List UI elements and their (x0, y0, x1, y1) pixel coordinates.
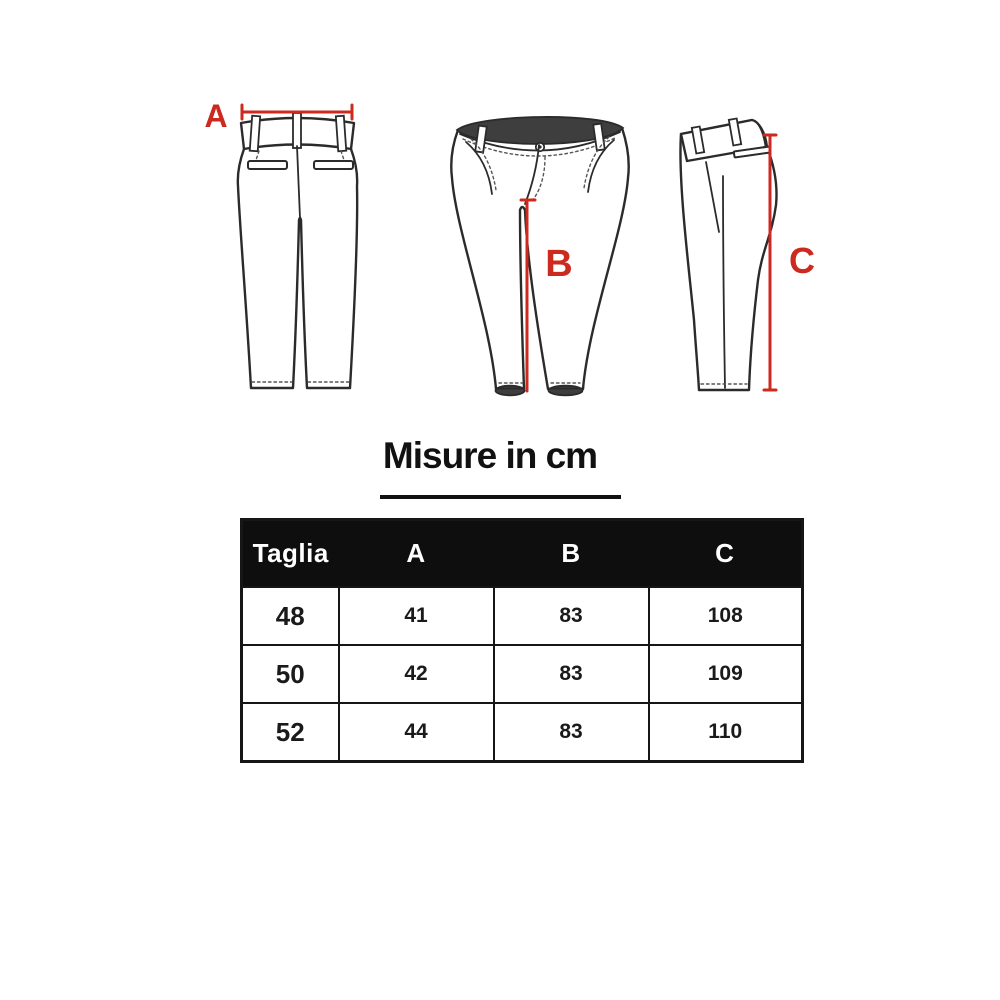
pants-measure-diagram (0, 0, 1000, 460)
header-a: A (339, 520, 494, 588)
measure-label-b: B (545, 243, 573, 285)
pants-front-view-drawing (451, 117, 629, 395)
back-pocket (314, 161, 353, 169)
cell-size: 52 (242, 703, 339, 762)
hem-opening (496, 386, 525, 396)
cell-size: 48 (242, 587, 339, 645)
cell-measure-c: 110 (649, 703, 803, 762)
belt-loop (250, 116, 260, 151)
cell-measure-a: 42 (339, 645, 494, 703)
cell-measure-b: 83 (494, 645, 649, 703)
pants-outline (238, 149, 357, 388)
pants-back-view-drawing (238, 113, 357, 388)
title-underline (380, 495, 621, 499)
cell-measure-a: 41 (339, 587, 494, 645)
size-table (240, 518, 801, 763)
pants-outline (451, 128, 629, 389)
cell-measure-b: 83 (494, 703, 649, 762)
cell-measure-b: 83 (494, 587, 649, 645)
header-b: B (494, 520, 649, 588)
table-header-row (242, 520, 803, 588)
belt-loop (336, 116, 346, 151)
table-row (242, 587, 803, 645)
measure-label-a: A (204, 98, 228, 134)
table-row (242, 703, 803, 762)
belt-loop (293, 113, 301, 148)
cell-measure-c: 109 (649, 645, 803, 703)
cell-measure-c: 108 (649, 587, 803, 645)
header-taglia: Taglia (242, 520, 339, 588)
measure-label-c: C (789, 240, 815, 281)
table-row (242, 645, 803, 703)
page-title: Misure in cm (382, 435, 598, 476)
pants-side-view-drawing (680, 119, 776, 390)
back-pocket (248, 161, 287, 169)
cell-size: 50 (242, 645, 339, 703)
header-c: C (649, 520, 803, 588)
cell-measure-a: 44 (339, 703, 494, 762)
hem-opening (549, 386, 583, 396)
